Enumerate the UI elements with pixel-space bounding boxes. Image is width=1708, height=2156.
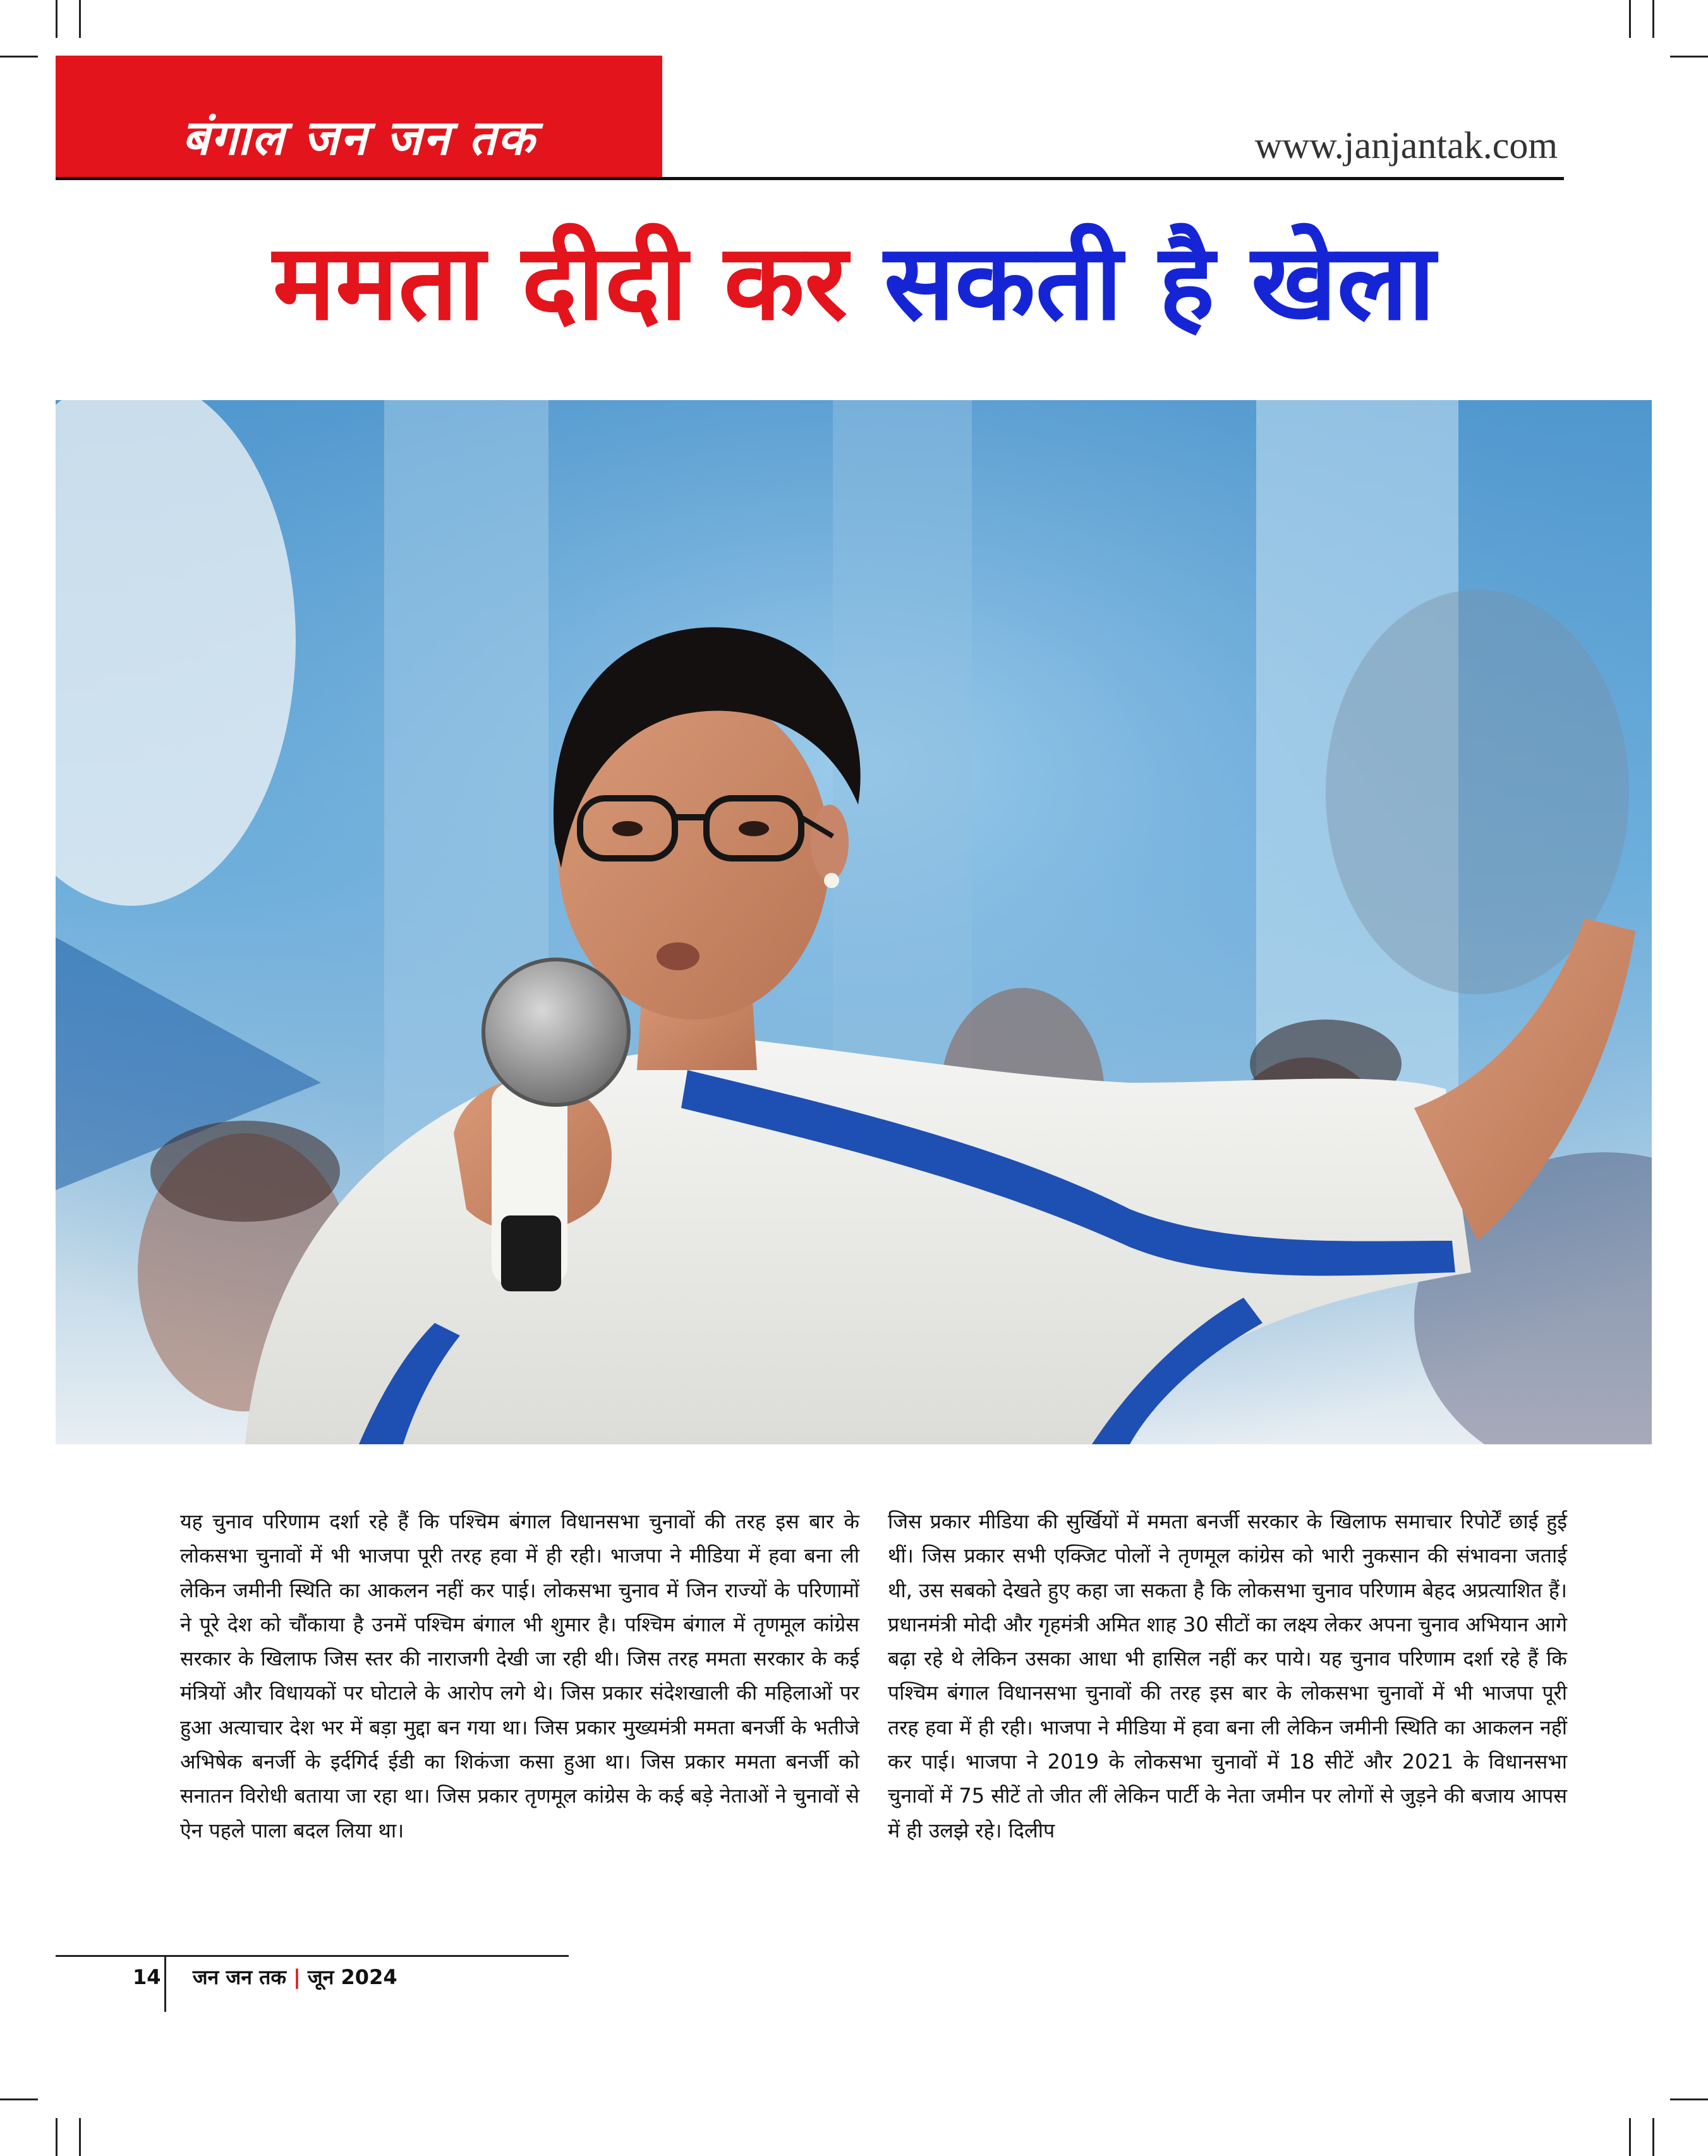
page-number: 14 (133, 1965, 161, 1989)
lead-photo (56, 400, 1652, 1444)
crop-mark (1629, 2118, 1631, 2156)
section-banner (56, 56, 662, 177)
crop-mark (0, 2098, 38, 2100)
article-column-right: जिस प्रकार मीडिया की सुर्खियों में ममता बनर्जी सरकार के खिलाफ समाचार रिपोर्टें छाई हुई थीं। जिस प्रकार सभी एक्जिट पोलों ने तृणमूल कांग्रेस को भारी नुकसान की संभावना जताई थी, उस सबको देखते हुए कहा जा सकता है कि लोकसभा चुनाव परिणाम बेहद अप्रत्याशित हैं। प्रधानमंत्री मोदी और गृहमंत्री अमित शाह 30 सीटों का लक्ष्य लेकर अपना चुनाव अभियान आगे बढ़ा रहे थे लेकिन उसका आधा भी हासिल नहीं कर पाये। यह चुनाव परिणाम दर्शा रहे हैं कि पश्चिम बंगाल विधानसभा चुनावों की तरह इस बार के लोकसभा चुनावों में भी भाजपा पूरी तरह हवा में ही रही। भाजपा ने मीडिया में हवा बना ली लेकिन जमीनी स्थिति का आकलन नहीं कर पाई। भाजपा ने 2019 के लोकसभा चुनावों में 18 सीटें और 2021 के विधानसभा चुनावों में 75 सीटें तो जीत लीं लेकिन पार्टी के नेता जमीन पर लोगों से जुड़ने की बजाय आपस में ही उलझे रहे। दिलीप (888, 1509, 1567, 1842)
crop-mark (1629, 0, 1631, 38)
crop-mark (1670, 2098, 1708, 2100)
footer-separator: | (293, 1965, 301, 1989)
crop-mark (56, 0, 58, 38)
crop-mark (79, 0, 81, 38)
crop-mark (79, 2118, 81, 2156)
headline (0, 222, 1708, 344)
crop-mark (56, 2118, 58, 2156)
crop-mark (1652, 2118, 1654, 2156)
issue-date: जून 2024 (307, 1965, 397, 1989)
crop-mark (0, 56, 38, 58)
section-title: बंगाल जन जन तक (182, 109, 536, 166)
headline-blue-part: सकती है खेला (883, 222, 1436, 344)
crop-mark (1670, 56, 1708, 58)
article-column-left: यह चुनाव परिणाम दर्शा रहे हैं कि पश्चिम बंगाल विधानसभा चुनावों की तरह इस बार के लोकसभा चुनावों में भी भाजपा पूरी तरह हवा में ही रही। भाजपा ने मीडिया में हवा बना ली लेकिन जमीनी स्थिति का आकलन नहीं कर पाई। लोकसभा चुनाव में जिन राज्यों के परिणामों ने पूरे देश को चौंकाया है उनमें पश्चिम बंगाल भी शुमार है। पश्चिम बंगाल में तृणमूल कांग्रेस सरकार के खिलाफ जिस स्तर की नाराजगी देखी जा रही थी। जिस तरह ममता सरकार के कई मंत्रियों और विधायकों पर घोटाले के आरोप लगे थे। जिस प्रकार संदेशखाली की महिलाओं पर हुआ अत्याचार देश भर में बड़ा मुद्दा बन गया था। जिस प्रकार मुख्यमंत्री ममता बनर्जी के भतीजे अभिषेक बनर्जी के इर्दगिर्द ईडी का शिकंजा कसा हुआ था। जिस प्रकार ममता बनर्जी को सनातन विरोधी बताया जा रहा था। जिस प्रकार तृणमूल कांग्रेस के कई बड़े नेताओं ने चुनावों से ऐन पहले पाला बदल लिया था। (180, 1509, 859, 1842)
speaker-photo-illustration (56, 400, 1652, 1444)
footer-rule (56, 1955, 569, 1957)
headline-red-part: ममता दीदी कर (272, 222, 848, 344)
page-footer (133, 1967, 397, 1987)
website-url: www.janjantak.com (1254, 125, 1558, 166)
crop-mark (1652, 0, 1654, 38)
magazine-name: जन जन तक (192, 1965, 286, 1989)
header-rule (56, 177, 1564, 180)
